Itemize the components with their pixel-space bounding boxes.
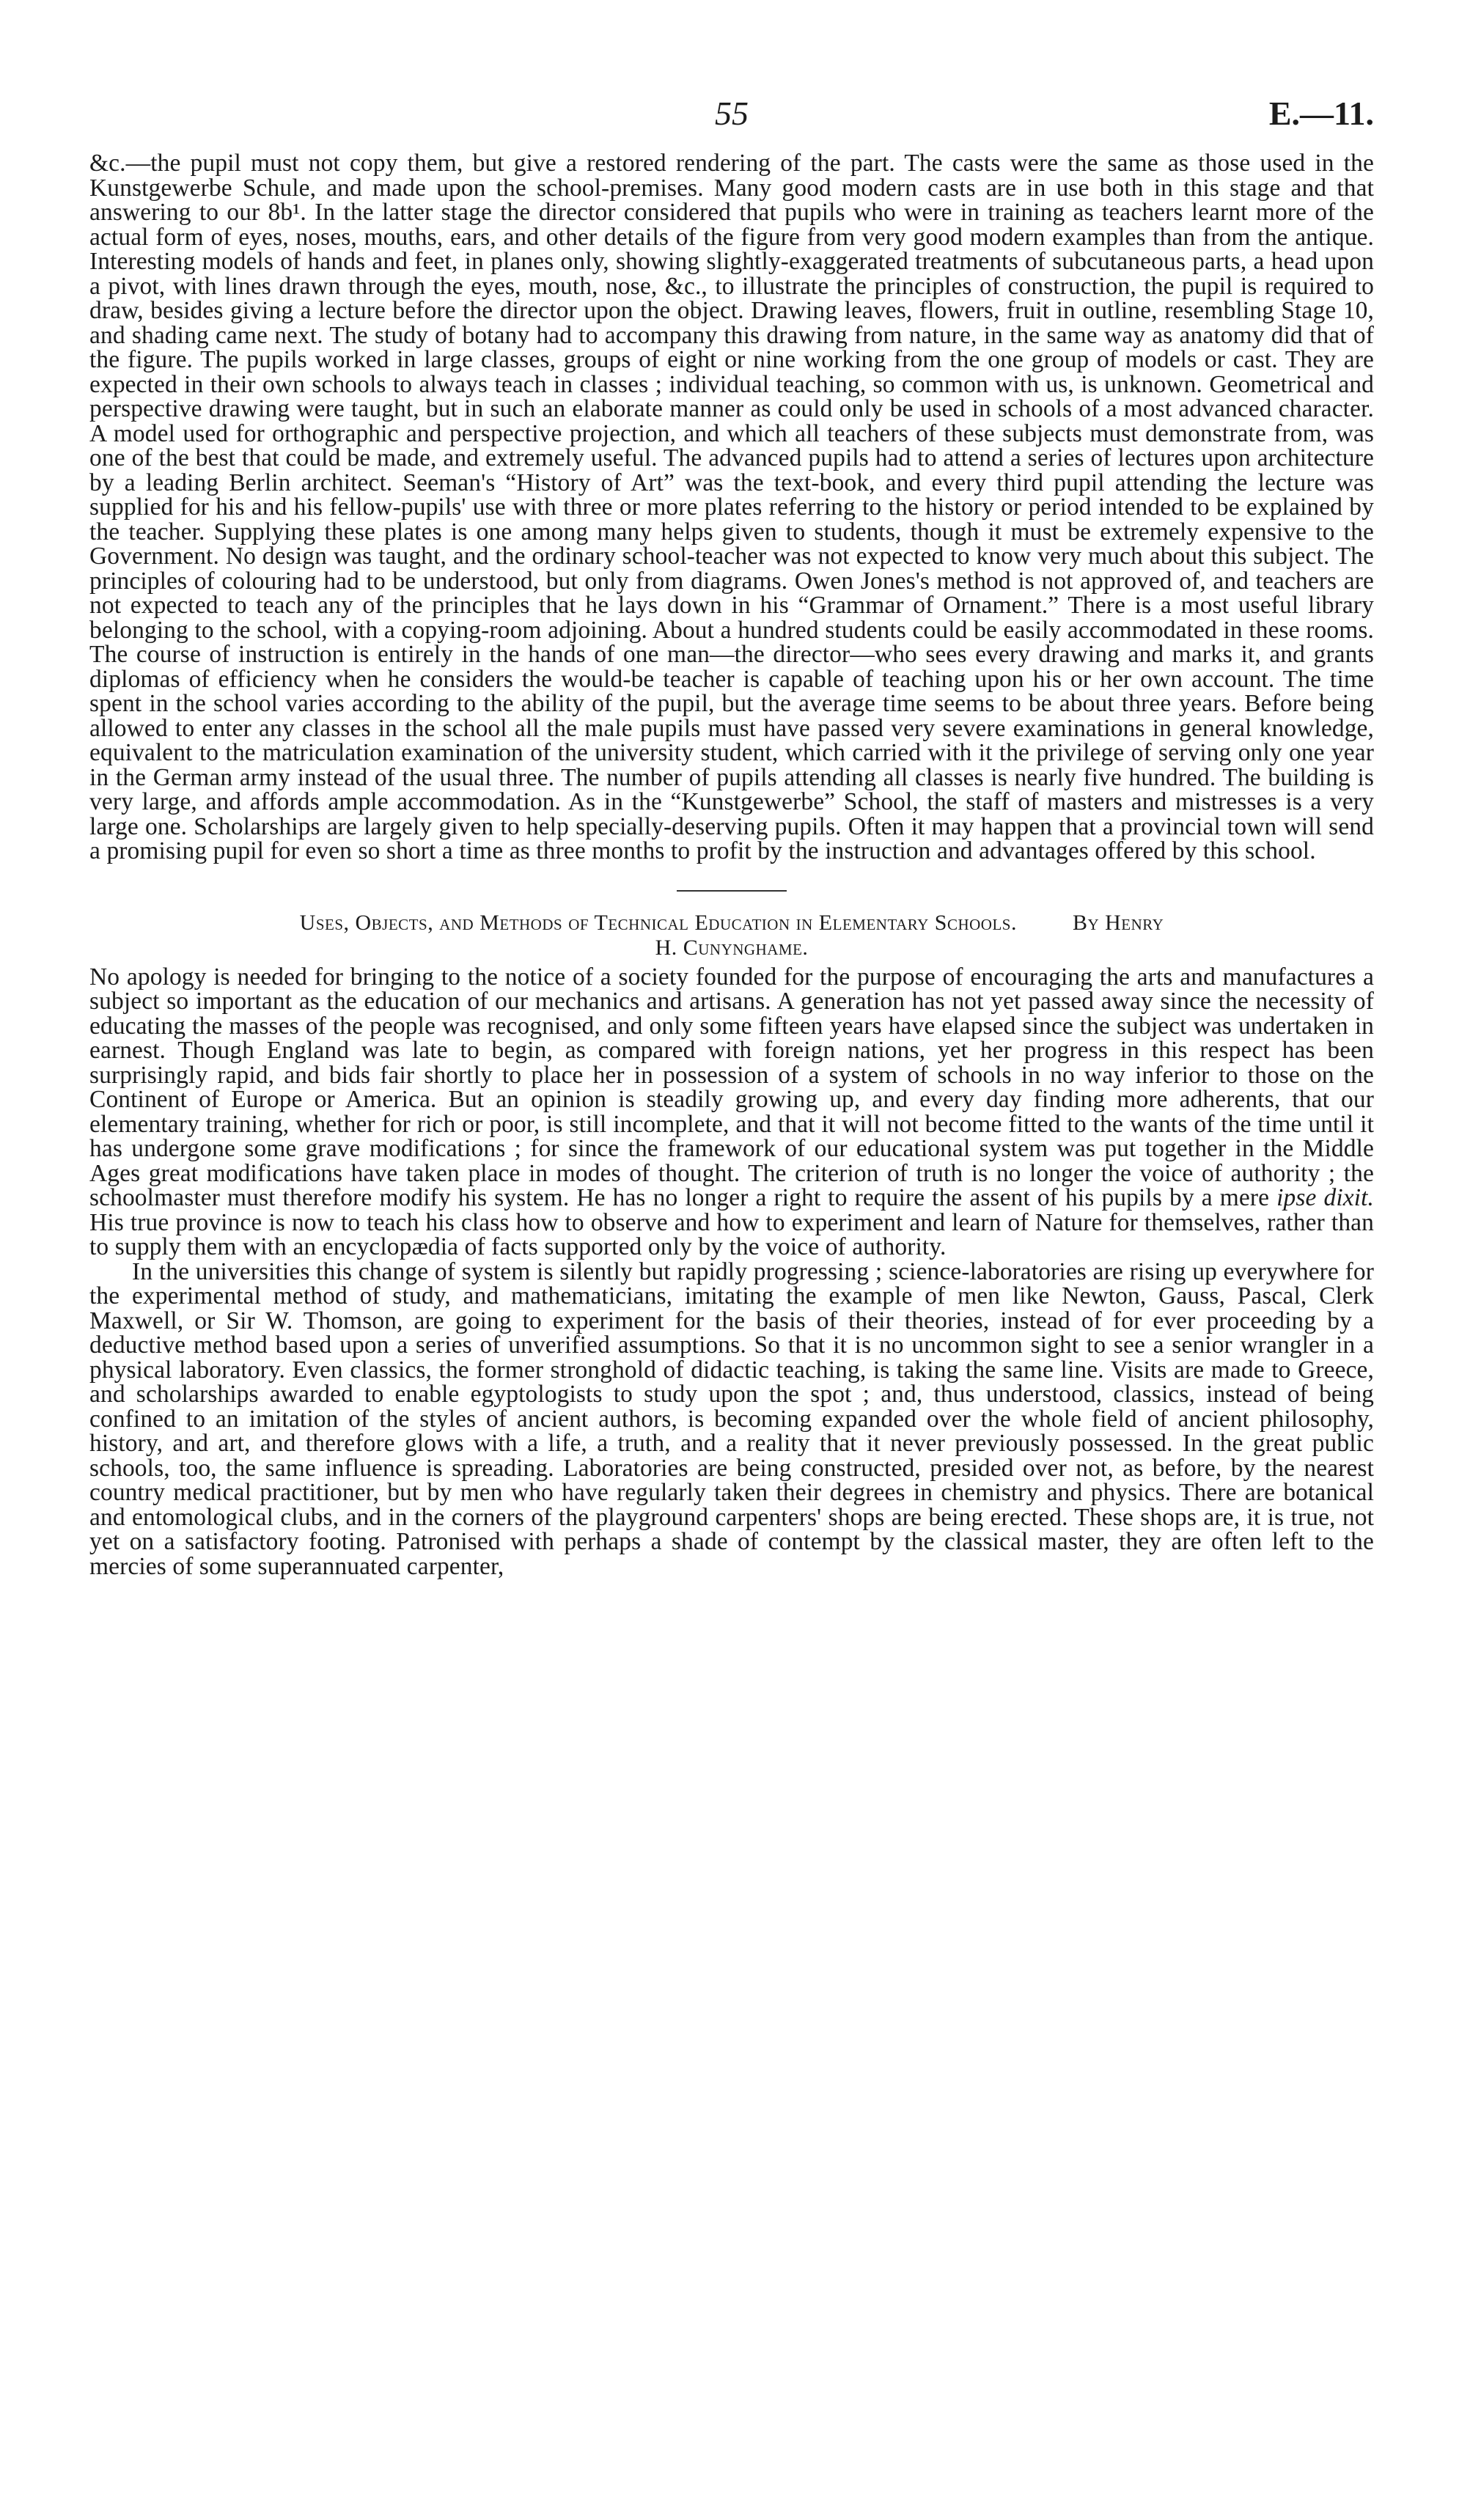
section-divider [677,890,787,892]
page-number: 55 [715,95,749,132]
body-paragraph-1 [89,965,1374,1260]
section-author: H. Cunynghame. [655,935,809,960]
body-paragraph-1-tail: His true province is now to teach his class how to observe and how to experiment and learn of Nature for themselves, rather than to supply them with an encyclopædia of facts supported only by the voice of authority. [89,1208,1374,1260]
section-heading [89,911,1374,960]
running-head [89,94,1374,145]
body-paragraph-1-text: No apology is needed for bringing to the notice of a society founded for the purpose of encouraging the arts and manufactures a subject so important as the education of our mechanics and artisans. A generation has not yet passed away since the necessity of educating the masses of the people was recognised, and only some fifteen years have elapsed since the subject was undertaken in earnest. Though England was late to begin, as compared with foreign nations, yet her progress in this respect has been surprisingly rapid, and bids fair shortly to place her in possession of a system of schools in no way inferior to those on the Continent of Europe or America. But an opinion is steadily growing up, and every day finding more adherents, that our elementary training, whether for rich or poor, is still incomplete, and that it will not become fitted to the wants of the time until it has undergone some grave modifications ; for since the framework of our educational system was put together in the Middle Ages great modifications have taken place in modes of thought. The criterion of truth is no longer the voice of authority ; the schoolmaster must therefore modify his system. He has no longer a right to require the assent of his pupils by a mere [89,963,1374,1211]
series-reference: E.—11. [1268,95,1374,132]
latin-phrase: ipse dixit. [1276,1184,1374,1211]
section-title: Uses, Objects, and Methods of Technical Education in Elementary Schools. [299,910,1017,935]
continued-paragraph: &c.—the pupil must not copy them, but give a restored rendering of the part. The casts were the same as those used in the Kunstgewerbe Schule, and made upon the school-premises. Many good modern casts are in use both in this stage and that answering to our 8b¹. In the latter stage the director considered that pupils who were in training as teachers learnt more of the actual form of eyes, noses, mouths, ears, and other details of the figure from very good modern examples than from the antique. Interesting models of hands and feet, in planes only, showing slightly-exaggerated treatments of subcutaneous parts, a head upon a pivot, with lines drawn through the eyes, mouth, nose, &c., to illustrate the principles of construction, the pupil is required to draw, besides giving a lecture before the director upon the object. Drawing leaves, flowers, fruit in outline, resembling Stage 10, and shading came next. The study of botany had to accompany this drawing from nature, in the same way as anatomy did that of the figure. The pupils worked in large classes, groups of eight or nine working from the one group of models or cast. They are expected in their own schools to always teach in classes ; individual teaching, so common with us, is unknown. Geometrical and perspective drawing were taught, but in such an elaborate manner as could only be used in schools of a most advanced character. A model used for orthographic and perspective projection, and which all teachers of these subjects must demonstrate from, was one of the best that could be made, and extremely useful. The advanced pupils had to attend a series of lectures upon architecture by a leading Berlin architect. Seeman's “History of Art” was the text-book, and every third pupil attending the lecture was supplied for his and his fellow-pupils' use with three or more plates referring to the history or period intended to be explained by the teacher. Supplying these plates is one among many helps given to students, though it must be extremely expensive to the Government. No design was taught, and the ordinary school-teacher was not expected to know very much about this subject. The principles of colouring had to be understood, but only from diagrams. Owen Jones's method is not approved of, and teachers are not expected to teach any of the principles that he lays down in his “Grammar of Ornament.” There is a most useful library belonging to the school, with a copying-room adjoining. About a hundred students could be easily accommodated in these rooms. The course of instruction is entirely in the hands of one man—the director—who sees every drawing and marks it, and grants diplomas of efficiency when he considers the would-be teacher is capable of teaching upon his or her own account. The time spent in the school varies according to the ability of the pupil, but the average time seems to be about three years. Before being allowed to enter any classes in the school all the male pupils must have passed very severe examinations in general knowledge, equivalent to the matriculation examination of the university student, which carried with it the privilege of serving only one year in the German army instead of the usual three. The number of pupils attending all classes is nearly five hundred. The building is very large, and affords ample accommodation. As in the “Kunstgewerbe” School, the staff of masters and mistresses is a very large one. Scholarships are largely given to help specially-deserving pupils. Often it may happen that a provincial town will send a promising pupil for even so short a time as three months to profit by the instruction and advantages offered by this school. [89,150,1374,864]
body-paragraph-2: In the universities this change of system is silently but rapidly progressing ; science-laboratories are rising up everywhere for the experimental method of study, and mathematicians, imitating the example of men like Newton, Gauss, Pascal, Clerk Maxwell, or Sir W. Thomson, are going to experiment for the basis of their theories, instead of for ever proceeding by a deductive method based upon a series of unverified assumptions. So that it is no uncommon sight to see a senior wrangler in a physical laboratory. Even classics, the former stronghold of didactic teaching, is taking the same line. Visits are made to Greece, and scholarships awarded to enable egyptologists to study upon the spot ; and, thus understood, classics, instead of being confined to an imitation of the styles of ancient authors, is becoming expanded over the whole field of ancient philosophy, history, and art, and therefore glows with a life, a truth, and a reality that it never previously possessed. In the great public schools, too, the same influence is spreading. Laboratories are being constructed, presided over not, as before, by the nearest country medical practitioner, but by men who have regularly taken their degrees in chemistry and physics. There are botanical and entomological clubs, and in the corners of the playground carpenters' shops are being erected. These shops are, it is true, not yet on a satisfactory footing. Patronised with perhaps a shade of contempt by the classical master, they are often left to the mercies of some superannuated carpenter, [89,1257,1374,1580]
section-byline: By Henry [1072,910,1164,935]
document-page [89,94,1374,1579]
